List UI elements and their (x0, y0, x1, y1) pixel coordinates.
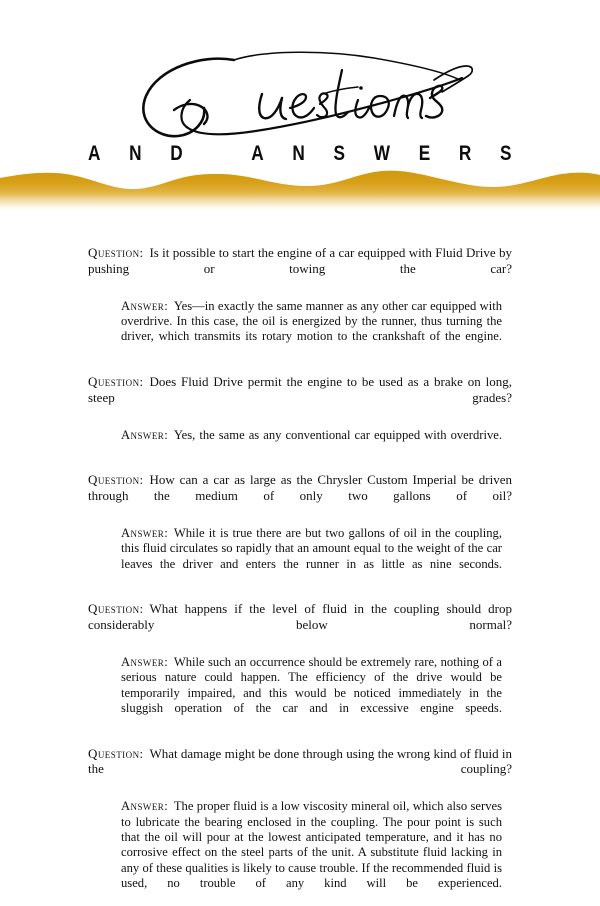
answer-text (121, 299, 502, 360)
question-text (88, 601, 512, 648)
answer-body: While it is true there are but two gallons of oil in the coupling, this fluid circulates so rapidly that an amount equal to the weight of the car leaves the driver and enters the runner in as little as nine seconds. (121, 526, 502, 571)
question-body: What happens if the level of fluid in the coupling should drop considerably below normal? (88, 601, 512, 632)
questions-and-answers-list (88, 245, 512, 906)
subtitle-letter: A (88, 142, 101, 165)
question-label: Question: (88, 373, 144, 389)
answer-text (121, 655, 502, 731)
questions-script-logo (130, 48, 490, 146)
question-label: Question: (88, 245, 144, 260)
question-body: Does Fluid Drive permit the engine to be used as a brake on long, steep grades? (88, 373, 512, 405)
question-body: What damage might be done through using the wrong kind of fluid in the coupling? (88, 745, 512, 777)
answer-label: Answer: (121, 526, 169, 541)
question-text (88, 746, 512, 793)
qa-block (88, 472, 512, 587)
subtitle-letter: R (458, 142, 472, 165)
qa-block (88, 601, 512, 731)
page-masthead (0, 0, 600, 215)
answer-body: The proper fluid is a low viscosity mineral oil, which also serves to lubricate the bearing enclosed in the coupling. The pour point is such that the oil will pour at the lowest anticipated temperature, and it has no corrosive effect on the steel parts of the unit. A substitute fluid lacking in any of these qualities is likely to cause trouble. If the recommended fluid is used, no trouble of any kind will be experienced. (121, 799, 502, 890)
question-body: How can a car as large as the Chrysler Custom Imperial be driven through the medium of only two gallons of oil? (88, 472, 512, 503)
subtitle-letter: N (129, 142, 142, 165)
answer-text (121, 526, 502, 587)
question-text (88, 374, 512, 421)
subtitle-letter: N (292, 142, 306, 165)
question-label: Question: (88, 472, 144, 488)
question-text (88, 472, 512, 519)
gold-wave-divider (0, 168, 600, 212)
answer-text (121, 428, 502, 459)
answer-label: Answer: (121, 298, 169, 313)
and-answers-subtitle (88, 141, 512, 167)
question-label: Question: (88, 745, 144, 761)
answer-text (121, 799, 502, 906)
answer-body: While such an occurrence should be extremely rare, nothing of a serious nature could happen. The efficiency of the drive would be temporarily impaired, and this would be noticed immediately in the sluggish operation of the car and in excessive engine speeds. (121, 655, 502, 715)
answer-label: Answer: (121, 655, 169, 670)
subtitle-letter: A (251, 142, 265, 165)
subtitle-letter: W (373, 142, 391, 165)
answer-body: Yes, the same as any conventional car equipped with overdrive. (173, 427, 502, 442)
qa-block (88, 245, 512, 360)
question-body: Is it possible to start the engine of a car equipped with Fluid Drive by pushing or towing the car? (88, 245, 512, 276)
question-label: Question: (88, 601, 144, 617)
question-text (88, 245, 512, 292)
answer-label: Answer: (121, 799, 169, 814)
qa-block (88, 374, 512, 458)
answer-body: Yes—in exactly the same manner as any other car equipped with overdrive. In this case, the oil is energized by the runner, thus turning the driver, which transmits its rotary motion to the crankshaft of the engine. (121, 298, 502, 344)
subtitle-letter: S (500, 142, 512, 165)
subtitle-letter: D (170, 142, 184, 165)
subtitle-letter: E (418, 142, 431, 165)
qa-block (88, 746, 512, 906)
subtitle-letter: S (333, 142, 346, 165)
answer-label: Answer: (121, 427, 169, 442)
